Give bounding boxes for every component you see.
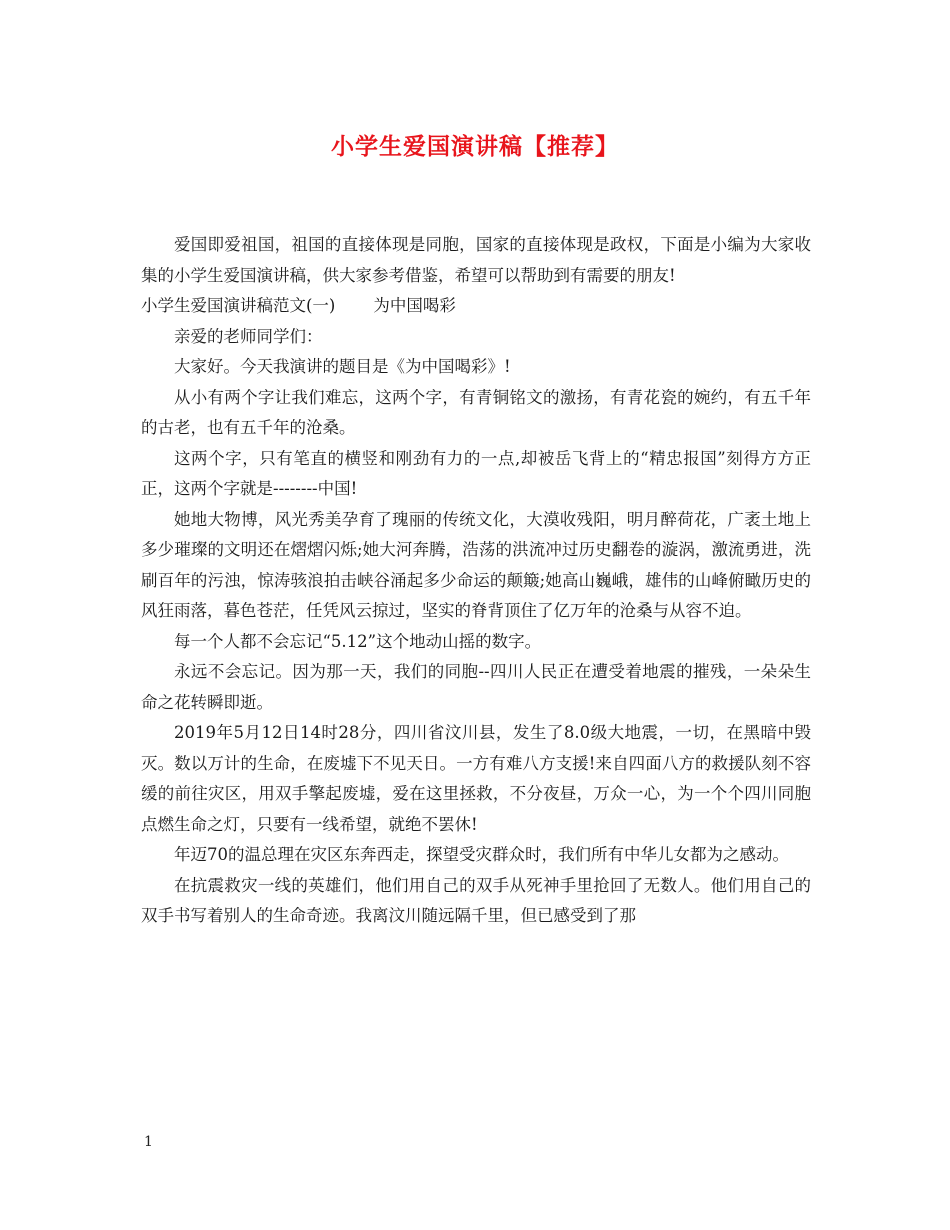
section-heading [141, 291, 811, 322]
intro-paragraph: 爱国即爱祖国，祖国的直接体现是同胞，国家的直接体现是政权，下面是小编为大家收集的小学生爱国演讲稿，供大家参考借鉴，希望可以帮助到有需要的朋友! [141, 235, 811, 285]
section-heading-subtitle: 为中国喝彩 [373, 296, 456, 315]
document-title: 小学生爱国演讲稿【推荐】 [331, 133, 619, 160]
body-paragraph: 在抗震救灾一线的英雄们，他们用自己的双手从死神手里抢回了无数人。他们用自己的双手书写着别人的生命奇迹。我离汶川随远隔千里，但已感受到了那 [141, 875, 811, 925]
greeting-paragraph: 亲爱的老师同学们： [174, 326, 323, 346]
body-paragraph: 永远不会忘记。因为那一天，我们的同胞--四川人民正在遭受着地震的摧残，一朵朵生命之花转瞬即逝。 [141, 662, 811, 712]
body-paragraph: 每一个人都不会忘记“5.12”这个地动山摇的数字。 [174, 631, 542, 651]
body-paragraph: 她地大物博，风光秀美孕育了瑰丽的传统文化，大漠收残阳，明月醉荷花，广袤土地上多少璀璨的文明还在熠熠闪烁;她大河奔腾，浩荡的洪流冲过历史翻卷的漩涡，激流勇进，洗刷百年的污浊，惊涛骇浪拍击峡谷涌起多少命运的颠簸;她高山巍峨，雄伟的山峰俯瞰历史的风狂雨落，暮色苍茫，任凭风云掠过，坚实的脊背顶住了亿万年的沧桑与从容不迫。 [141, 509, 811, 620]
document-body [141, 230, 811, 932]
page-number: 1 [144, 1134, 153, 1150]
body-paragraph: 大家好。今天我演讲的题目是《为中国喝彩》! [174, 357, 511, 376]
section-heading-label: 小学生爱国演讲稿范文(一) [141, 296, 336, 315]
body-paragraph: 从小有两个字让我们难忘，这两个字，有青铜铭文的激扬，有青花瓷的婉约，有五千年的古老，也有五千年的沧桑。 [141, 387, 811, 437]
body-paragraph: 2019年5月12日14时28分，四川省汶川县，发生了8.0级大地震，一切，在黑暗中毁灭。数以万计的生命，在废墟下不见天日。一方有难八方支援!来自四面八方的救援队刻不容缓的前往灾区，用双手擎起废墟，爱在这里拯救，不分夜昼，万众一心，为一个个四川同胞点燃生命之灯，只要有一线希望，就绝不罢休! [141, 723, 811, 834]
body-paragraph: 这两个字，只有笔直的横竖和刚劲有力的一点,却被岳飞背上的“精忠报国”刻得方方正正，这两个字就是--------中国! [141, 448, 811, 498]
body-paragraph: 年迈70的温总理在灾区东奔西走，探望受灾群众时，我们所有中华儿女都为之感动。 [174, 845, 789, 864]
